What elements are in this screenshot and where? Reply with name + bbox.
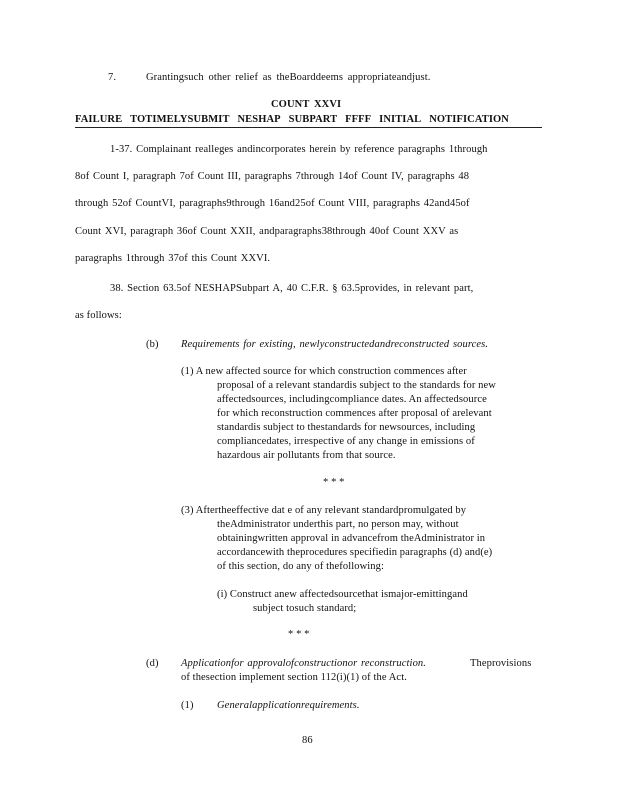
quote-b3i-line: subject tosuch standard; [253, 603, 357, 614]
heading-word: TOTIMELYSUBMIT [130, 114, 230, 125]
quote-b3-line: of this section, do any of thefollowing: [217, 561, 385, 572]
quote-b1-line: (1) A new affected source for which construction commences after [181, 366, 467, 377]
ellipsis-stars: * * * [288, 629, 310, 640]
page-number: 86 [302, 735, 313, 746]
quote-b1-line: compliancedates, irrespective of any change in emissions of [217, 436, 475, 447]
quote-b3-line: (3) Aftertheeffective dat e of any relevant standardpromulgated by [181, 505, 467, 516]
body-line: 8of Count I, paragraph 7of Count III, paragraphs 7through 14of Count IV, paragraphs 48 [75, 171, 470, 182]
count-heading-line2 [75, 114, 509, 125]
quote-b1-line: affectedsources, includingcompliance dates. An affectedsource [217, 394, 487, 405]
heading-underline [75, 127, 542, 128]
quote-b3-line: accordancewith theprocedures specifiedin paragraphs (d) and(e) [217, 547, 493, 558]
section-b-label: (b) [146, 339, 159, 350]
body-line: 38. Section 63.5of NESHAPSubpart A, 40 C.F.R. § 63.5provides, in relevant part, [110, 283, 474, 294]
item-7-number: 7. [108, 72, 117, 83]
ellipsis-stars: * * * [323, 477, 345, 488]
section-d-label: (d) [146, 658, 159, 669]
quote-b1-line: proposal of a relevant standardis subject to the standards for new [217, 380, 496, 391]
section-d-title: Applicationfor approvalofconstructionor reconstruction. [181, 658, 426, 669]
section-d1-label: (1) [181, 700, 194, 711]
heading-word: INITIAL [379, 114, 422, 125]
heading-word: NESHAP [237, 114, 281, 125]
count-heading-line1: COUNT XXVI [271, 99, 342, 110]
quote-b3-line: theAdministrator underthis part, no person may, without [217, 519, 459, 530]
quote-b1-line: standardis subject to thestandards for newsources, including [217, 422, 476, 433]
quote-b3-line: obtainingwritten approval in advancefrom theAdministrator in [217, 533, 486, 544]
body-line: through 52of CountVI, paragraphs9through 16and25of Count VIII, paragraphs 42and45of [75, 198, 470, 209]
body-line: Count XVI, paragraph 36of Count XXII, andparagraphs38through 40of Count XXV as [75, 226, 459, 237]
item-7-text: Grantingsuch other relief as theBoarddeems appropriateandjust. [146, 72, 431, 83]
body-line: as follows: [75, 310, 122, 321]
quote-b1-line: hazardous air pollutants from that source. [217, 450, 396, 461]
section-d1-title: Generalapplicationrequirements. [217, 700, 360, 711]
heading-word: FFFF [345, 114, 372, 125]
heading-word: NOTIFICATION [429, 114, 509, 125]
body-line: 1-37. Complainant realleges andincorporates herein by reference paragraphs 1through [110, 144, 488, 155]
heading-word: SUBPART [288, 114, 338, 125]
body-line: paragraphs 1through 37of this Count XXVI. [75, 253, 271, 264]
section-d-text: Theprovisions [470, 658, 532, 669]
heading-word: FAILURE [75, 114, 123, 125]
section-b-title: Requirements for existing, newlyconstructedandreconstructed sources. [181, 339, 489, 350]
section-d-line2: of thesection implement section 112(i)(1) of the Act. [181, 672, 407, 683]
quote-b3i-line: (i) Construct anew affectedsourcethat ismajor-emittingand [217, 589, 468, 600]
quote-b1-line: for which reconstruction commences after proposal of arelevant [217, 408, 492, 419]
